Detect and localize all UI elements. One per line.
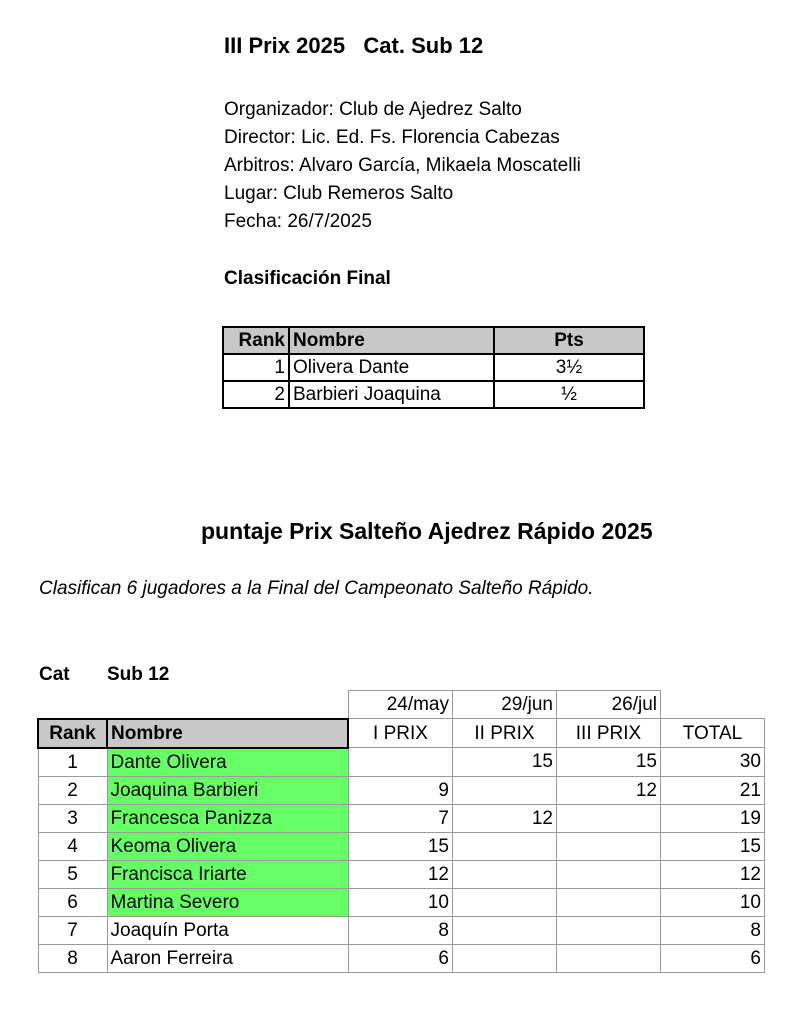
prix-2-cell xyxy=(453,916,557,944)
prix-3-cell: 12 xyxy=(557,776,661,804)
prix-3-cell xyxy=(557,832,661,860)
organizer-line: Organizador: Club de Ajedrez Salto xyxy=(224,99,522,120)
category-value: Sub 12 xyxy=(107,664,170,685)
name-cell: Joaquina Barbieri xyxy=(107,776,348,804)
table-row xyxy=(38,832,765,860)
date-row xyxy=(38,691,765,719)
rank-cell: 3 xyxy=(38,804,107,832)
prix-2-cell xyxy=(453,888,557,916)
name-cell: Francisca Iriarte xyxy=(107,860,348,888)
director-line: Director: Lic. Ed. Fs. Florencia Cabezas xyxy=(224,127,560,148)
name-cell: Joaquín Porta xyxy=(107,916,348,944)
prix-3-cell xyxy=(557,860,661,888)
category-label: Cat xyxy=(39,664,70,685)
prix-2-cell xyxy=(453,944,557,972)
final-standings-title: Clasificación Final xyxy=(224,268,391,289)
column-header-name: Nombre xyxy=(289,327,494,354)
prix-1-cell: 10 xyxy=(348,888,453,916)
rank-cell: 4 xyxy=(38,832,107,860)
total-cell: 8 xyxy=(661,916,765,944)
column-header-prix-3: III PRIX xyxy=(557,719,661,748)
column-header-total: TOTAL xyxy=(661,719,765,748)
column-header-name: Nombre xyxy=(107,719,348,748)
name-cell: Dante Olivera xyxy=(107,748,348,777)
table-header-row xyxy=(38,719,765,748)
table-row xyxy=(38,748,765,777)
table-row xyxy=(223,354,644,381)
column-header-pts: Pts xyxy=(494,327,644,354)
rank-cell: 7 xyxy=(38,916,107,944)
prix-1-cell: 6 xyxy=(348,944,453,972)
table-row xyxy=(38,804,765,832)
prix-3-cell xyxy=(557,804,661,832)
prix-1-cell: 12 xyxy=(348,860,453,888)
prix-2-cell xyxy=(453,832,557,860)
table-row xyxy=(38,916,765,944)
page-title: III Prix 2025 Cat. Sub 12 xyxy=(224,33,484,58)
prix-2-cell xyxy=(453,776,557,804)
rank-cell: 8 xyxy=(38,944,107,972)
date-cell: 26/jul xyxy=(557,691,661,719)
qualification-note: Clasifican 6 jugadores a la Final del Campeonato Salteño Rápido. xyxy=(39,578,594,599)
date-cell: 29/jun xyxy=(453,691,557,719)
rank-cell: 2 xyxy=(38,776,107,804)
table-row xyxy=(38,860,765,888)
venue-line: Lugar: Club Remeros Salto xyxy=(224,183,454,204)
prix-1-cell: 8 xyxy=(348,916,453,944)
column-header-rank: Rank xyxy=(38,719,107,748)
name-cell: Francesca Panizza xyxy=(107,804,348,832)
prix-points-table xyxy=(37,690,765,973)
prix-1-cell: 15 xyxy=(348,832,453,860)
prix-2-cell xyxy=(453,860,557,888)
name-cell: Olivera Dante xyxy=(289,354,494,381)
total-cell: 15 xyxy=(661,832,765,860)
rank-cell: 1 xyxy=(223,354,289,381)
total-cell: 6 xyxy=(661,944,765,972)
column-header-prix-1: I PRIX xyxy=(348,719,453,748)
name-cell: Martina Severo xyxy=(107,888,348,916)
total-cell: 12 xyxy=(661,860,765,888)
total-cell: 10 xyxy=(661,888,765,916)
points-cell: ½ xyxy=(494,381,644,408)
prix-2-cell: 15 xyxy=(453,748,557,777)
total-cell: 21 xyxy=(661,776,765,804)
prix-3-cell xyxy=(557,944,661,972)
name-cell: Keoma Olivera xyxy=(107,832,348,860)
table-header-row xyxy=(223,327,644,354)
prix-3-cell xyxy=(557,916,661,944)
prix-1-cell: 9 xyxy=(348,776,453,804)
final-standings-table xyxy=(222,326,645,409)
prix-3-cell xyxy=(557,888,661,916)
total-cell: 30 xyxy=(661,748,765,777)
date-line: Fecha: 26/7/2025 xyxy=(224,211,372,232)
total-cell: 19 xyxy=(661,804,765,832)
table-row xyxy=(38,944,765,972)
rank-cell: 1 xyxy=(38,748,107,777)
table-row xyxy=(38,888,765,916)
rank-cell: 2 xyxy=(223,381,289,408)
name-cell: Aaron Ferreira xyxy=(107,944,348,972)
prix-3-cell: 15 xyxy=(557,748,661,777)
column-header-prix-2: II PRIX xyxy=(453,719,557,748)
table-row xyxy=(38,776,765,804)
tournament-info xyxy=(224,96,581,236)
prix-2-cell: 12 xyxy=(453,804,557,832)
prix-1-cell: 7 xyxy=(348,804,453,832)
points-cell: 3½ xyxy=(494,354,644,381)
column-header-rank: Rank xyxy=(223,327,289,354)
date-cell: 24/may xyxy=(348,691,453,719)
prix-title: puntaje Prix Salteño Ajedrez Rápido 2025 xyxy=(201,518,653,544)
table-row xyxy=(223,381,644,408)
rank-cell: 5 xyxy=(38,860,107,888)
rank-cell: 6 xyxy=(38,888,107,916)
name-cell: Barbieri Joaquina xyxy=(289,381,494,408)
arbiters-line: Arbitros: Alvaro García, Mikaela Moscatelli xyxy=(224,155,581,176)
prix-1-cell xyxy=(348,748,453,777)
